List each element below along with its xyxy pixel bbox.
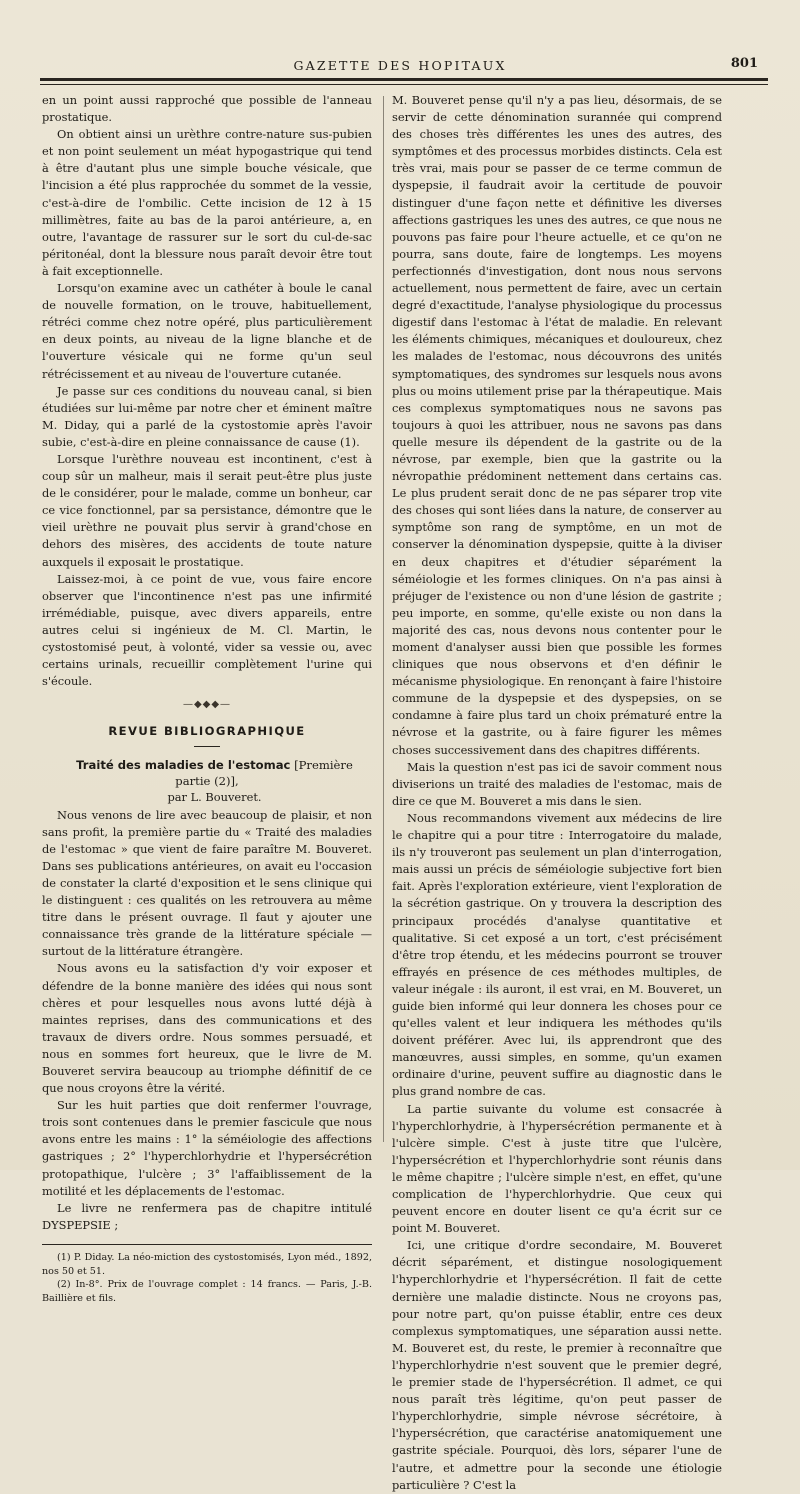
paragraph: Nous avons eu la satisfaction d'y voir exposer et défendre de la bonne manière des idées qui nous sont chères et pour lesquelles nous avons lutté déjà à maintes reprises, dans des communications et des travaux de divers ordre. Nous sommes persuadé, et nous en sommes fort heureux, que le livre de M. Bouveret servira beaucoup au triomphe définitif de ce que nous croyons être la vérité.: [42, 961, 372, 1096]
paragraph: Sur les huit parties que doit renfermer l'ouvrage, trois sont contenues dans le premier fascicule que nous avons entre les mains : 1° la séméiologie des affections gastriques ; 2° l'hyperchlorhydrie et l'hypersécrétion protopathique, l'ulcère ; 3° l'affaiblissement de la motilité et les déplacements de l'estomac.: [42, 1098, 372, 1198]
paragraph: Lorsque l'urèthre nouveau est incontinent, c'est à coup sûr un malheur, mais il serait peut-être plus juste de le considérer, pour le malade, comme un bonheur, car ce vice fonctionnel, par sa persistance, démontre que le vieil urèthre ne pouvait plus servir à grand'chose en dehors des misères, des accidents de toute nature auxquels il exposait le prostatique.: [42, 451, 372, 569]
footnote: (1) P. Diday. La néo-miction des cystostomisés, Lyon méd., 1892, nos 50 et 51.: [42, 1251, 372, 1277]
article-title-main: Traité des maladies de l'estomac: [76, 758, 291, 773]
paragraph: Nous venons de lire avec beaucoup de plaisir, et non sans profit, la première partie du « Traité des maladies de l'estomac » que vient de faire paraître M. Bouveret. Dans ses publications antérieures, on avait eu l'occasion de constater la clarté d'exposition et le sens clinique qui le distinguent : ces qualités on les retrouvera au même titre dans le présent ouvrage. Il faut y ajouter une connaissance très grande de la littérature spéciale — surtout de la littérature étrangère.: [42, 807, 372, 959]
column-divider: [383, 96, 384, 1142]
paragraph: Je passe sur ces conditions du nouveau canal, si bien étudiées sur lui-même par notre cher et éminent maître M. Diday, qui a parlé de la cystostomie après l'avoir subie, c'est-à-dire en pleine connaissance de cause (1).: [42, 383, 372, 449]
paragraph: en un point aussi rapproché que possible de l'anneau prostatique.: [42, 93, 372, 125]
header-rule-thick: [40, 78, 768, 81]
paragraph: Laissez-moi, à ce point de vue, vous faire encore observer que l'incontinence n'est pas une infirmité irrémédiable, puisque, avec divers appareils, entre autres celui si ingénieux de M. Cl. Martin, le cystostomisé peut, à volonté, vider sa vessie ou, avec certains urinals, recueillir complètement l'urine qui s'écoule.: [42, 571, 372, 689]
right-column: [392, 92, 722, 1494]
article-author: par L. Bouveret.: [167, 790, 262, 805]
left-column: [42, 92, 372, 1305]
paragraph: Nous recommandons vivement aux médecins de lire le chapitre qui a pour titre : Interrogatoire du malade, ils n'y trouveront pas seulement un plan d'interrogation, mais aussi un précis de séméiologie subjective fort bien fait. Après l'exploration extérieure, vient l'exploration de la sécrétion gastrique. On y trouvera la description des principaux procédés d'analyse quantitative et qualitative. Si cet exposé a un tort, c'est précisément d'être trop étendu, et les médecins pourront se trouver effrayés en présence de ces méthodes multiples, de valeur inégale : ils auront, il est vrai, en M. Bouveret, un guide bien informé qui leur donnera les choses pour ce qu'elles valent et leur indiquera les méthodes qu'ils doivent préférer. Avec lui, ils apprendront que des manœuvres, aussi simples, en somme, qu'un examen ordinaire d'urine, peuvent suffire au diagnostic dans le plus grand nombre de cas.: [392, 810, 722, 1099]
footnote-rule: [42, 1244, 372, 1245]
footnote: (2) In-8°. Prix de l'ouvrage complet : 14 francs. — Paris, J.-B. Baillière et fils.: [42, 1279, 372, 1304]
paragraph: Mais la question n'est pas ici de savoir comment nous diviserions un traité des maladies de l'estomac, mais de dire ce que M. Bouveret a mis dans le sien.: [392, 759, 722, 808]
paragraph: Lorsqu'on examine avec un cathéter à boule le canal de nouvelle formation, on le trouve, habituellement, rétréci comme chez notre opéré, plus particulièrement en deux points, au niveau de la ligne blanche et de l'ouverture vésicale qui ne forme qu'un seul rétrécissement et au niveau de l'ouverture cutanée.: [42, 281, 372, 381]
paragraph: M. Bouveret pense qu'il n'y a pas lieu, désormais, de se servir de cette dénomination surannée qui comprend des choses très différentes les unes des autres, des symptômes et des processus morbides distincts. Cela est très vrai, mais pour se passer de ce terme commun de dyspepsie, il faudrait avoir la certitude de pouvoir distinguer d'une façon nette et définitive les diverses affections gastriques les unes des autres, ce que nous ne pouvons pas faire pour l'heure actuelle, et ce qu'on ne pourra, sans doute, faire de longtemps. Les moyens perfectionnés d'investigation, dont nous nous servons actuellement, nous permettent de faire, avec un certain degré d'exactitude, l'analyse physiologique du processus digestif dans l'estomac à l'état de maladie. En relevant les éléments chimiques, mécaniques et douloureux, chez les malades de l'estomac, nous découvrons des unités symptomatiques, des syndromes sur lesquels nous avons plus ou moins utilement prise par la thérapeutique. Mais ces complexus symptomatiques nous ne savons pas toujours à quoi les attribuer, nous ne savons pas dans quelle mesure ils dépendent de la gastrite ou de la névrose, par exemple, bien que la gastrite ou la névropathie prédominent nettement dans certains cas. Le plus prudent serait donc de ne pas séparer trop vite des choses qui sont liées dans la nature, de conserver au symptôme son rang de symptôme, en un mot de conserver la dénomination dyspepsie, quitte à la diviser en deux chapitres et d'étudier séparément la séméiologie et les formes cliniques. On n'a pas ainsi à préjuger de l'existence ou non d'une lésion de gastrite ; peu importe, en somme, qu'elle existe ou non dans la majorité des cas, nous devons nous contenter pour le moment d'analyser aussi bien que possible les formes cliniques que nous observons et d'en définir le mécanisme physiologique. En renonçant à faire l'histoire commune de la dyspepsie et des dyspepsies, on se condamne à faire plus tard un choix prématuré entre la névrose et la gastrite, ou à faire figurer les mêmes choses successivement dans des chapitres différents.: [392, 93, 722, 757]
paragraph: On obtient ainsi un urèthre contre-nature sus-pubien et non point seulement un méat hypogastrique qui tend à être d'autant plus une simple bouche vésicale, que l'incision a été plus rapprochée du sommet de la vessie, c'est-à-dire de l'ombilic. Cette incision de 12 à 15 millimètres, faite au bas de la paroi antérieure, a, en outre, l'avantage de rassurer sur le sort du cul-de-sac péritonéal, dont la blessure nous paraît devoir être tout à fait exceptionnelle.: [42, 127, 372, 278]
header-rule-thin: [40, 84, 768, 85]
running-header-title: GAZETTE DES HOPITAUX: [293, 58, 507, 73]
article-title-suffix: [Première partie (2)],: [175, 758, 353, 789]
article-title: [42, 757, 372, 789]
section-rule: [194, 746, 220, 747]
paragraph: Le livre ne renfermera pas de chapitre intitulé DYSPEPSIE ;: [42, 1200, 372, 1232]
section-title: REVUE BIBLIOGRAPHIQUE: [108, 724, 306, 739]
paragraph: La partie suivante du volume est consacrée à l'hyperchlorhydrie, à l'hypersécrétion permanente et à l'ulcère simple. C'est à juste titre que l'ulcère, l'hypersécrétion et l'hyperchlorhydrie sont réunis dans le même chapitre ; l'ulcère simple n'est, en effet, qu'une complication de l'hyperchlorhydrie. Que ceux qui peuvent encore en douter lisent ce qu'a écrit sur ce point M. Bouveret.: [392, 1101, 722, 1236]
page-number: 801: [730, 56, 758, 71]
section-ornament: —◆◆◆—: [182, 699, 232, 711]
paragraph: Ici, une critique d'ordre secondaire, M. Bouveret décrit séparément, et distingue nosologiquement l'hyperchlorhydrie et l'hypersécrétion. Il fait de cette dernière une maladie distincte. Nous ne croyons pas, pour notre part, qu'on puisse établir, entre ces deux complexus symptomatiques, une séparation aussi nette. M. Bouveret est, du reste, le premier à reconnaître que l'hyperchlorhydrie n'est souvent que le premier degré, le premier stade de l'hypersécrétion. Il admet, ce qui nous paraît très légitime, qu'on peut passer de l'hyperchlorhydrie, simple névrose sécrétoire, à l'hypersécrétion, que caractérise anatomiquement une gastrite spéciale. Pourquoi, dès lors, séparer l'une de l'autre, et admettre pour la seconde une étiologie particulière ? C'est la: [392, 1238, 722, 1492]
